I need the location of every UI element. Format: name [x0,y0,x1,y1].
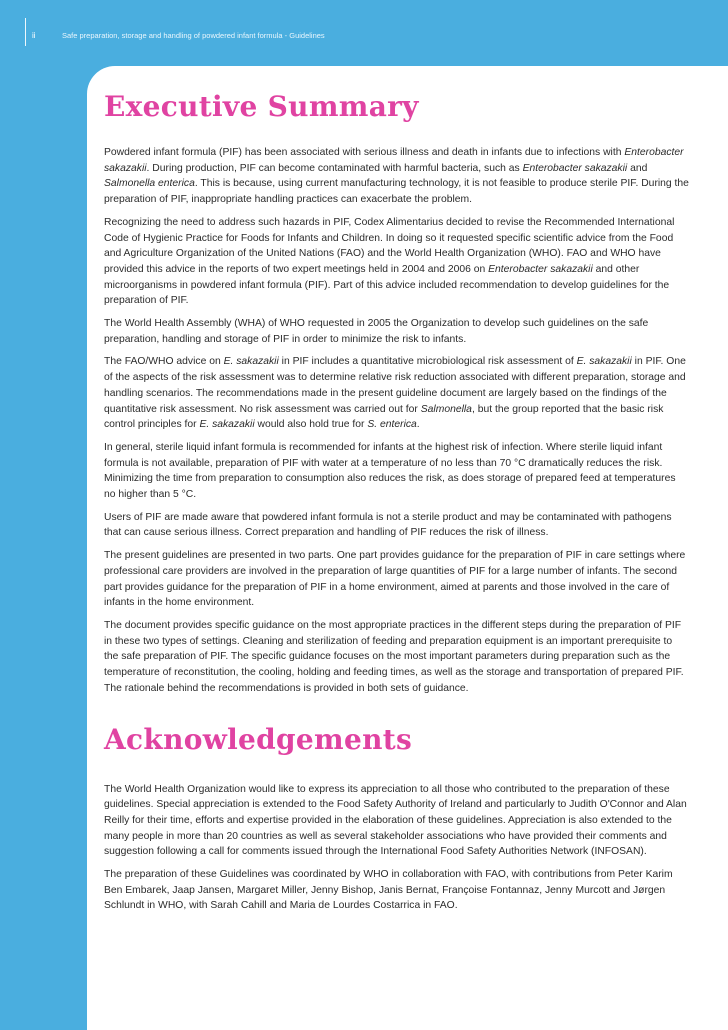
page-content [104,90,689,921]
executive-summary-heading: Executive Summary [104,90,419,123]
ack-paragraph-2: The preparation of these Guidelines was coordinated by WHO in collaboration with FAO, with contributions from Peter Karim Ben Embarek, Jaap Jansen, Margaret Miller, Jenny Bishop, Janis Bernat, Françoise Fontannaz, Jenny Murcott and Jørgen Schlundt in WHO, with Sarah Cahill and Maria de Lourdes Costarrica in FAO. [104,869,673,912]
exec-paragraph-6: Users of PIF are made aware that powdered infant formula is not a sterile product and may be contaminated with pathogens that can cause serious illness. Correct preparation and handling of PIF reduces the risk of illness. [104,511,672,539]
exec-paragraph-7: The present guidelines are presented in two parts. One part provides guidance for the preparation of PIF in care settings where professional care providers are involved in the preparation of large quantities of PIF for a large number of infants. The second part provides guidance for the preparation of PIF in a home environment, aimed at parents and those involved in the care of infants in the home environment. [104,550,686,609]
ack-paragraph-1: The World Health Organization would like to express its appreciation to all those who contributed to the preparation of these guidelines. Special appreciation is extended to the Food Safety Authority of Ireland and particularly to Judith O'Connor and Alan Reilly for their time, efforts and expertise provided in the elaboration of these guidelines. Appreciation is also extended to the many people in more than 20 countries as well as several stakeholder associations who have provided their comments and suggestion following a call for comments issued through the International Food Safety Authorities Network (INFOSAN). [104,783,687,858]
exec-paragraph-4: The FAO/WHO advice on E. sakazakii in PIF includes a quantitative microbiological risk assessment of E. sakazakii in PIF. One of the aspects of the risk assessment was to determine relative risk reduction associated with different preparation, storage and handling scenarios. The recommendations made in the present guideline document are largely based on the findings of the quantitative risk assessment. No risk assessment was carried out for Salmonella, but the group reported that the basic risk control principles for E. sakazakii would also hold true for S. enterica. [104,356,686,431]
exec-paragraph-3: The World Health Assembly (WHA) of WHO requested in 2005 the Organization to develop such guidelines on the safe preparation, handling and storage of PIF in order to minimize the risk to infants. [104,318,649,345]
acknowledgements-heading: Acknowledgements [104,722,413,756]
page-number: ii [32,31,36,40]
exec-paragraph-8: The document provides specific guidance on the most appropriate practices in the different steps during the preparation of PIF in these two types of settings. Cleaning and sterilization of feeding and preparation equipment is an important prerequisite to the safe preparation of PIF. The specific guidance focuses on the most important parameters during preparation such as the temperature of reconstitution, the cooling, holding and feeding times, as well as the storage and transportation of prepared PIF. The rationale behind the recommendations is provided in both sets of guidance. [104,619,684,694]
exec-paragraph-1: Powdered infant formula (PIF) has been associated with serious illness and death in infants due to infections with Enterobacter sakazakii. During production, PIF can become contaminated with harmful bacteria, such as Enterobacter sakazakii and Salmonella enterica. This is because, using current manufacturing technology, it is not feasible to produce sterile PIF. During the preparation of PIF, inappropriate handling practices can exacerbate the problem. [104,147,689,206]
exec-paragraph-2: Recognizing the need to address such hazards in PIF, Codex Alimentarius decided to revise the Recommended International Code of Hygienic Practice for Foods for Infants and Children. In doing so it requested specific scientific advice from the Food and Agriculture Organization of the United Nations (FAO) and the World Health Organization (WHO). FAO and WHO have provided this advice in the reports of two expert meetings held in 2004 and 2006 on Enterobacter sakazakii and other microorganisms in powdered infant formula (PIF). Part of this advice included recommendation to develop guidelines for the preparation of PIF. [104,216,675,307]
header-divider [25,18,26,46]
exec-paragraph-5: In general, sterile liquid infant formula is recommended for infants at the highest risk of infection. Where sterile liquid infant formula is not available, preparation of PIF with water at a temperature of no less than 70 °C dramatically reduces the risk. Minimizing the time from preparation to consumption also reduces the risk, as does storage of prepared feed at temperatures no higher than 5 °C. [104,441,676,501]
page-header [0,0,728,66]
running-title: Safe preparation, storage and handling of powdered infant formula - Guidelines [62,31,325,40]
